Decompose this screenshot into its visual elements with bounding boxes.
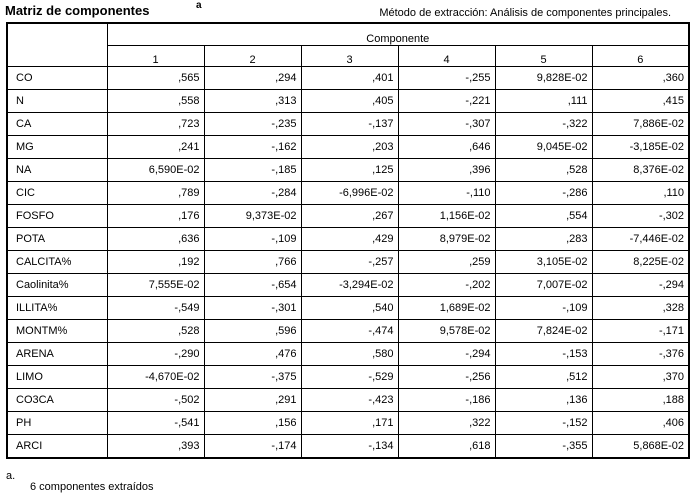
- loading-cell: 5,868E-02: [592, 435, 689, 459]
- loading-cell: -,529: [301, 366, 398, 389]
- loading-cell: ,241: [107, 136, 204, 159]
- loading-cell: -3,185E-02: [592, 136, 689, 159]
- loading-cell: ,554: [495, 205, 592, 228]
- loading-cell: -,302: [592, 205, 689, 228]
- loading-cell: 9,578E-02: [398, 320, 495, 343]
- loading-cell: -,549: [107, 297, 204, 320]
- loading-cell: ,580: [301, 343, 398, 366]
- loading-cell: ,540: [301, 297, 398, 320]
- row-label: NA: [7, 159, 107, 182]
- loading-cell: -,256: [398, 366, 495, 389]
- table-row: [7, 251, 689, 274]
- loading-cell: 8,376E-02: [592, 159, 689, 182]
- table-row: [7, 182, 689, 205]
- loading-cell: -,153: [495, 343, 592, 366]
- table-row: [7, 343, 689, 366]
- loading-cell: -,221: [398, 90, 495, 113]
- loading-cell: -,162: [204, 136, 301, 159]
- table-row: [7, 389, 689, 412]
- table-row: [7, 297, 689, 320]
- loading-cell: 7,824E-02: [495, 320, 592, 343]
- row-label: MG: [7, 136, 107, 159]
- row-label: Caolinita%: [7, 274, 107, 297]
- loading-cell: -,474: [301, 320, 398, 343]
- loading-cell: -,541: [107, 412, 204, 435]
- component-group-header: Componente: [107, 23, 689, 46]
- loading-cell: ,396: [398, 159, 495, 182]
- loading-cell: ,111: [495, 90, 592, 113]
- loading-cell: ,370: [592, 366, 689, 389]
- loading-cell: 1,156E-02: [398, 205, 495, 228]
- header-corner-cell: [7, 23, 107, 67]
- loading-cell: ,156: [204, 412, 301, 435]
- loading-cell: ,360: [592, 67, 689, 90]
- row-label: LIMO: [7, 366, 107, 389]
- loading-cell: -7,446E-02: [592, 228, 689, 251]
- loading-cell: ,565: [107, 67, 204, 90]
- loading-cell: -,109: [495, 297, 592, 320]
- loading-cell: ,188: [592, 389, 689, 412]
- loading-cell: -6,996E-02: [301, 182, 398, 205]
- loading-cell: -,110: [398, 182, 495, 205]
- loading-cell: -,376: [592, 343, 689, 366]
- loading-cell: -,109: [204, 228, 301, 251]
- row-label: POTA: [7, 228, 107, 251]
- column-header-6: 6: [592, 46, 689, 67]
- loading-cell: -,307: [398, 113, 495, 136]
- loading-cell: -,294: [398, 343, 495, 366]
- row-label: CA: [7, 113, 107, 136]
- loading-cell: ,125: [301, 159, 398, 182]
- loading-cell: ,415: [592, 90, 689, 113]
- extraction-method-note: Método de extracción: Análisis de componentes principales.: [379, 7, 671, 19]
- loading-cell: ,283: [495, 228, 592, 251]
- row-label: CO3CA: [7, 389, 107, 412]
- loading-cell: -,202: [398, 274, 495, 297]
- loading-cell: ,192: [107, 251, 204, 274]
- loading-cell: -,286: [495, 182, 592, 205]
- loading-cell: -,174: [204, 435, 301, 459]
- loading-cell: 8,225E-02: [592, 251, 689, 274]
- header-group-row: [7, 23, 689, 46]
- loading-cell: ,766: [204, 251, 301, 274]
- loading-cell: ,328: [592, 297, 689, 320]
- loading-cell: ,646: [398, 136, 495, 159]
- row-label: ARENA: [7, 343, 107, 366]
- loading-cell: ,512: [495, 366, 592, 389]
- loading-cell: -,375: [204, 366, 301, 389]
- loading-cell: -,423: [301, 389, 398, 412]
- loading-cell: 7,886E-02: [592, 113, 689, 136]
- component-matrix-table: [6, 22, 690, 459]
- loading-cell: ,176: [107, 205, 204, 228]
- loading-cell: ,596: [204, 320, 301, 343]
- loading-cell: ,136: [495, 389, 592, 412]
- loading-cell: ,789: [107, 182, 204, 205]
- loading-cell: ,171: [301, 412, 398, 435]
- loading-cell: 1,689E-02: [398, 297, 495, 320]
- loading-cell: ,429: [301, 228, 398, 251]
- column-header-row: [7, 46, 689, 67]
- table-row: [7, 228, 689, 251]
- table-row: [7, 435, 689, 459]
- loading-cell: -,152: [495, 412, 592, 435]
- table-row: [7, 366, 689, 389]
- loading-cell: ,401: [301, 67, 398, 90]
- column-header-5: 5: [495, 46, 592, 67]
- column-header-1: 1: [107, 46, 204, 67]
- title-footnote-marker: a: [196, 0, 202, 11]
- table-row: [7, 90, 689, 113]
- table-row: [7, 205, 689, 228]
- table-title: Matriz de componentes: [5, 3, 150, 18]
- loading-cell: 9,045E-02: [495, 136, 592, 159]
- loading-cell: ,267: [301, 205, 398, 228]
- loading-cell: -4,670E-02: [107, 366, 204, 389]
- loading-cell: 7,555E-02: [107, 274, 204, 297]
- loading-cell: ,313: [204, 90, 301, 113]
- loading-cell: -,185: [204, 159, 301, 182]
- loading-cell: 7,007E-02: [495, 274, 592, 297]
- loading-cell: -,171: [592, 320, 689, 343]
- loading-cell: -,301: [204, 297, 301, 320]
- column-header-3: 3: [301, 46, 398, 67]
- loading-cell: -,294: [592, 274, 689, 297]
- loading-cell: ,528: [107, 320, 204, 343]
- loading-cell: ,406: [592, 412, 689, 435]
- loading-cell: -3,294E-02: [301, 274, 398, 297]
- loading-cell: -,255: [398, 67, 495, 90]
- row-label: ARCI: [7, 435, 107, 459]
- loading-cell: 6,590E-02: [107, 159, 204, 182]
- loading-cell: ,322: [398, 412, 495, 435]
- row-label: ILLITA%: [7, 297, 107, 320]
- table-row: [7, 113, 689, 136]
- loading-cell: -,654: [204, 274, 301, 297]
- loading-cell: -,134: [301, 435, 398, 459]
- column-header-4: 4: [398, 46, 495, 67]
- loading-cell: 9,828E-02: [495, 67, 592, 90]
- loading-cell: ,636: [107, 228, 204, 251]
- loading-cell: ,291: [204, 389, 301, 412]
- loading-cell: ,476: [204, 343, 301, 366]
- loading-cell: -,186: [398, 389, 495, 412]
- row-label: MONTM%: [7, 320, 107, 343]
- loading-cell: ,723: [107, 113, 204, 136]
- loading-cell: ,618: [398, 435, 495, 459]
- loading-cell: ,203: [301, 136, 398, 159]
- loading-cell: ,393: [107, 435, 204, 459]
- row-label: FOSFO: [7, 205, 107, 228]
- table-row: [7, 412, 689, 435]
- loading-cell: -,284: [204, 182, 301, 205]
- table-row: [7, 136, 689, 159]
- loading-cell: -,257: [301, 251, 398, 274]
- row-label: N: [7, 90, 107, 113]
- loading-cell: 9,373E-02: [204, 205, 301, 228]
- loading-cell: ,528: [495, 159, 592, 182]
- footnote-marker: a.: [6, 470, 16, 482]
- loading-cell: -,137: [301, 113, 398, 136]
- table-row: [7, 67, 689, 90]
- table-row: [7, 159, 689, 182]
- table-row: [7, 274, 689, 297]
- loading-cell: -,355: [495, 435, 592, 459]
- loading-cell: ,110: [592, 182, 689, 205]
- loading-cell: ,259: [398, 251, 495, 274]
- row-label: PH: [7, 412, 107, 435]
- loading-cell: -,322: [495, 113, 592, 136]
- row-label: CO: [7, 67, 107, 90]
- row-label: CALCITA%: [7, 251, 107, 274]
- loading-cell: 8,979E-02: [398, 228, 495, 251]
- loading-cell: -,502: [107, 389, 204, 412]
- loading-cell: ,558: [107, 90, 204, 113]
- loading-cell: -,290: [107, 343, 204, 366]
- loading-cell: -,235: [204, 113, 301, 136]
- row-label: CIC: [7, 182, 107, 205]
- loading-cell: ,405: [301, 90, 398, 113]
- loading-cell: 3,105E-02: [495, 251, 592, 274]
- footnote-text: 6 componentes extraídos: [30, 481, 154, 493]
- table-row: [7, 320, 689, 343]
- loading-cell: ,294: [204, 67, 301, 90]
- column-header-2: 2: [204, 46, 301, 67]
